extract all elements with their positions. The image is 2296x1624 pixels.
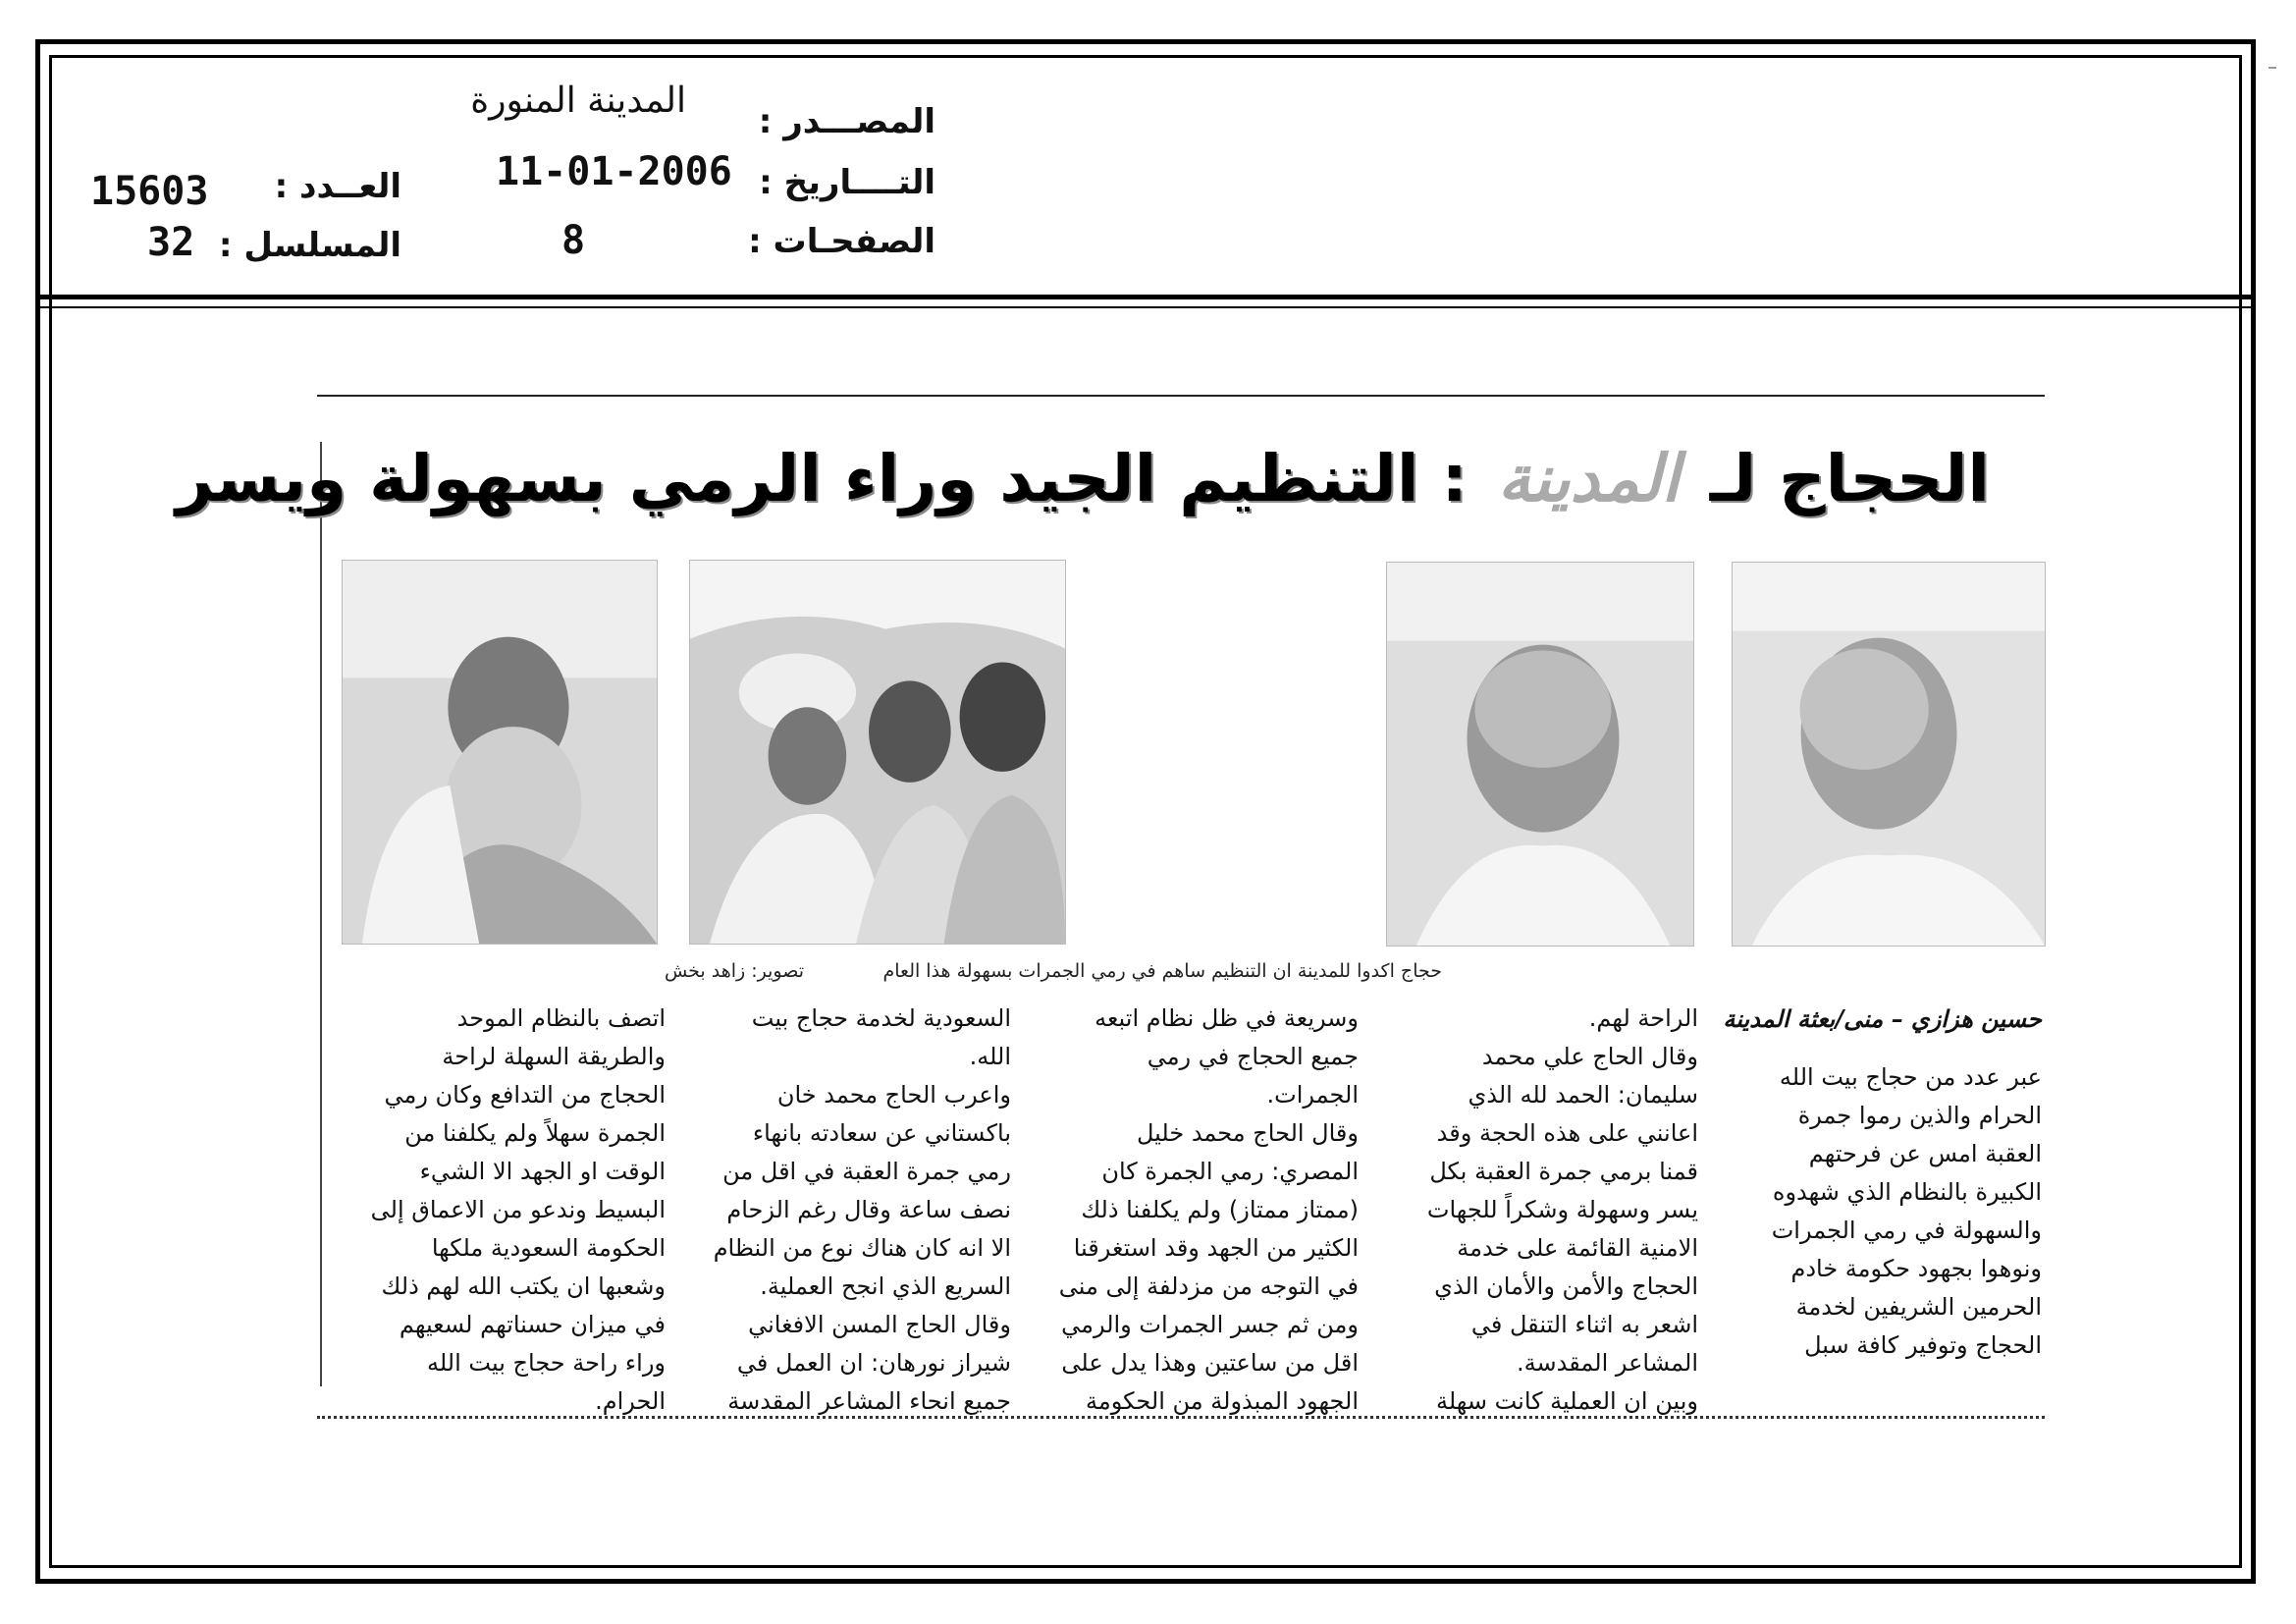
photo-pilgrim-ali [1386, 562, 1694, 947]
date-label: التــــاريخ : [759, 163, 935, 202]
column-line: واعرب الحاج محمد خان [776, 1081, 1011, 1109]
column-line: يسر وسهولة وشكراً للجهات [1426, 1196, 1698, 1223]
column-line: (ممتاز ممتاز) ولم يكلفنا ذلك [1081, 1196, 1359, 1223]
column-line: المصري: رمي الجمرة كان [1101, 1158, 1359, 1185]
column-line: الا انه كان هناك نوع من النظام [713, 1234, 1011, 1262]
serial-value: 32 [147, 220, 195, 265]
corner-mark [2269, 67, 2276, 69]
column-line: ونوهوا بجهود حكومة خادم [1790, 1255, 2042, 1282]
column-line: الامنية القائمة على خدمة [1457, 1234, 1698, 1262]
column-line: وقال الحاج محمد خليل [1137, 1119, 1359, 1147]
article-column-2 [1382, 1000, 1698, 1421]
article-left-rule [320, 442, 322, 1386]
column-line: نصف ساعة وقال رغم الزحام [726, 1196, 1011, 1223]
article-column-1 [1718, 1000, 2042, 1365]
article-top-rule [317, 395, 2045, 397]
newspaper-logo: المدينة [1497, 440, 1680, 516]
column-line: الوقت او الجهد الا الشيء [419, 1158, 666, 1185]
column-line: وقال الحاج علي محمد [1481, 1043, 1698, 1070]
header-divider [35, 295, 2256, 299]
column-line: البسيط وندعو من الاعماق إلى [370, 1196, 666, 1223]
pages-value: 8 [561, 218, 586, 263]
column-line: جميع الحجاج في رمي [1147, 1043, 1359, 1070]
column-line: سليمان: الحمد لله الذي [1468, 1081, 1698, 1109]
column-line: وراء راحة حجاج بيت الله [426, 1349, 666, 1377]
column-line: الجهود المبذولة من الحكومة [1086, 1387, 1359, 1415]
article-headline [176, 440, 1990, 516]
column-line: شيراز نورهان: ان العمل في [736, 1349, 1011, 1377]
column-line: الله. [969, 1043, 1011, 1070]
column-line: الحرمين الشريفين لخدمة [1795, 1293, 2042, 1321]
photo-pilgrim-profile [1732, 562, 2046, 947]
column-line: والطريقة السهلة لراحة [442, 1043, 666, 1070]
column-line: عبر عدد من حجاج بيت الله [1779, 1063, 2042, 1091]
column-line: السعودية لخدمة حجاج بيت [751, 1004, 1011, 1032]
article-bottom-rule [317, 1416, 2045, 1419]
column-line: اقل من ساعتين وهذا يدل على [1061, 1349, 1359, 1377]
column-line: في التوجه من مزدلفة إلى منى [1058, 1272, 1359, 1300]
column-line: الجمرات. [1266, 1081, 1359, 1109]
article-column-4 [687, 1000, 1011, 1421]
column-line: وشعبها ان يكتب الله لهم ذلك [381, 1272, 666, 1300]
source-value: المدينة المنورة [470, 81, 686, 121]
article-byline: حسين هزازي – منى/بعثة المدينة [1723, 1004, 2042, 1033]
photo-elderly-pilgrim [342, 560, 658, 945]
issue-label: العــدد : [274, 167, 401, 206]
column-line: اشعر به اثناء التنقل في [1470, 1311, 1698, 1338]
column-line: جميع انحاء المشاعر المقدسة [727, 1387, 1011, 1415]
pilgrims-group-image [690, 561, 1065, 944]
pilgrim-profile-image [1733, 563, 2045, 946]
column-line: الحرام والذين رموا جمرة [1797, 1102, 2042, 1129]
column-line: الكثير من الجهد وقد استغرقنا [1073, 1234, 1359, 1262]
column-line: اعانني على هذه الحجة وقد [1436, 1119, 1698, 1147]
article-column-5 [336, 1000, 666, 1421]
column-line: قمنا برمي جمرة العقبة بكل [1429, 1158, 1698, 1185]
column-line: ومن ثم جسر الجمرات والرمي [1061, 1311, 1359, 1338]
column-line: باكستاني عن سعادته بانهاء [752, 1119, 1011, 1147]
issue-value: 15603 [90, 169, 209, 214]
column-line: رمي جمرة العقبة في اقل من [722, 1158, 1011, 1185]
column-line: الحكومة السعودية ملكها [431, 1234, 666, 1262]
pages-label: الصفحـات : [748, 222, 935, 261]
column-line: وبين ان العملية كانت سهلة [1435, 1387, 1698, 1415]
header-divider-thin [35, 306, 2256, 308]
headline-part1: الحجاج لـ [1709, 441, 1990, 516]
photo-pilgrims-group [689, 560, 1066, 945]
column-line: الراحة لهم. [1588, 1004, 1698, 1032]
pilgrim-ali-image [1387, 563, 1693, 946]
column-line: المشاعر المقدسة. [1517, 1349, 1698, 1377]
photo-caption: حجاج اكدوا للمدينة ان التنظيم ساهم في رمي الجمرات بسهولة هذا العام [882, 960, 1442, 982]
article-column-3 [1035, 1000, 1359, 1421]
column-line: الحجاج من التدافع وكان رمي [384, 1081, 666, 1109]
serial-label: المسلسل : [218, 226, 401, 265]
column-line: والسهولة في رمي الجمرات [1771, 1217, 2042, 1244]
column-line: في ميزان حسناتهم لسعيهم [399, 1311, 666, 1338]
column-line: وقال الحاج المسن الافغاني [748, 1311, 1011, 1338]
column-line: العقبة امس عن فرحتهم [1808, 1140, 2042, 1167]
column-line: الكبيرة بالنظام الذي شهدوه [1772, 1178, 2042, 1206]
elderly-pilgrim-image [343, 561, 657, 944]
column-line: الجمرة سهلاً ولم يكلفنا من [404, 1119, 666, 1147]
column-line: الحجاج وتوفير كافة سبل [1804, 1331, 2042, 1359]
column-line: الحرام. [595, 1387, 666, 1415]
source-label: المصـــدر : [758, 102, 935, 141]
date-value: 11-01-2006 [496, 149, 732, 194]
column-line: اتصف بالنظام الموحد [456, 1004, 666, 1032]
column-line: السريع الذي انجح العملية. [760, 1272, 1011, 1300]
column-line: وسريعة في ظل نظام اتبعه [1095, 1004, 1359, 1032]
column-line: الحجاج والأمن والأمان الذي [1434, 1272, 1698, 1300]
photo-credit: تصوير: زاهد بخش [664, 960, 804, 982]
headline-part2: : التنظيم الجيد وراء الرمي بسهولة ويسر [176, 441, 1468, 516]
